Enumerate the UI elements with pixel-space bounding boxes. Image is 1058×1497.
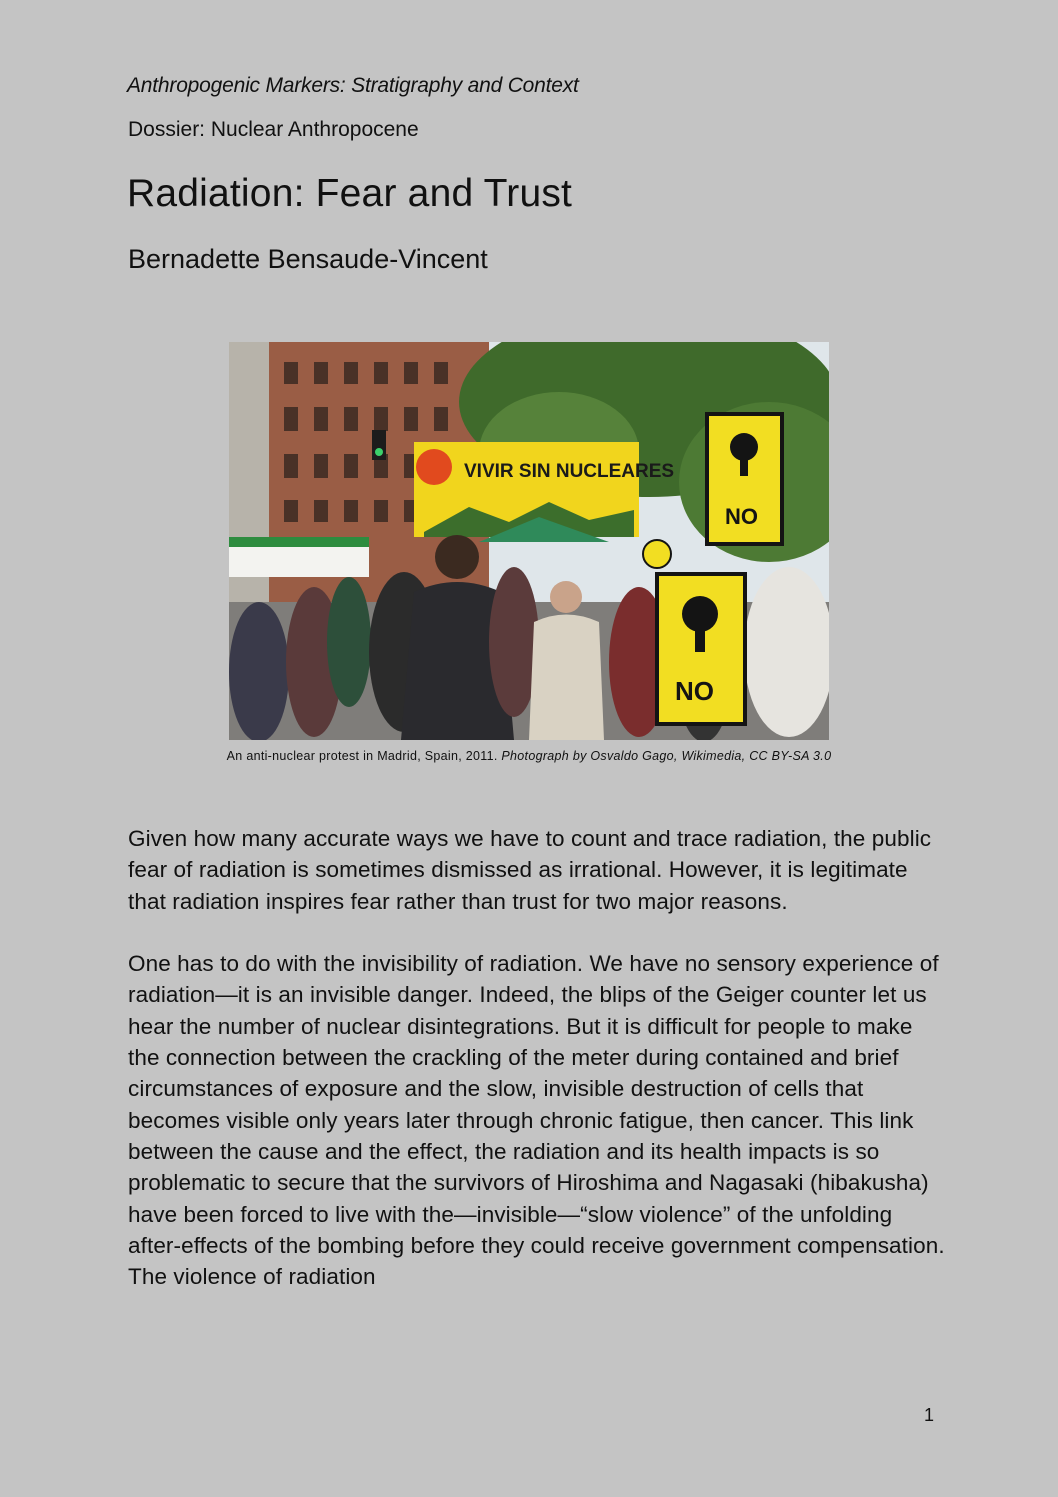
article-body [128,823,948,1324]
body-paragraph: Given how many accurate ways we have to count and trace radiation, the public fear of radiation is sometimes dismissed as irrational. However, it is legitimate that radiation inspires fear rather than trust for two major reasons. [128,826,932,914]
dossier-label: Dossier: Nuclear Anthropocene [128,118,419,141]
author-name: Bernadette Bensaude-Vincent [128,244,488,274]
page-number: 1 [924,1405,935,1425]
caption-main: An anti-nuclear protest in Madrid, Spain, 2011. [226,749,498,763]
caption-credit: Photograph by Osvaldo Gago, Wikimedia, CC BY-SA 3.0 [501,749,832,763]
article-title: Radiation: Fear and Trust [127,172,573,215]
photo-sign-top-text: NO [725,504,758,529]
protest-photo [229,342,829,740]
photo-sign-bottom-text: NO [675,676,714,706]
body-paragraph: One has to do with the invisibility of radiation. We have no sensory experience of radiation—it is an invisible danger. Indeed, the blips of the Geiger counter let us hear the number of nuclear disintegrations. But it is difficult for people to make the connection between the crackling of the meter during contained and brief circumstances of exposure and the slow, invisible destruction of cells that becomes visible only years later through chronic fatigue, then cancer. This link between the cause and the effect, the radiation and its health impacts is so problematic to secure that the survivors of Hiroshima and Nagasaki (hibakusha) have been forced to live with the—invisible—“slow violence” of the unfolding after-effects of the bombing before they could receive government compensation. The violence of radiation [128,951,945,1290]
series-title: Anthropogenic Markers: Stratigraphy and Context [127,74,579,97]
photo-banner-text: VIVIR SIN NUCLEARES [464,461,675,482]
figure-caption [150,743,908,769]
